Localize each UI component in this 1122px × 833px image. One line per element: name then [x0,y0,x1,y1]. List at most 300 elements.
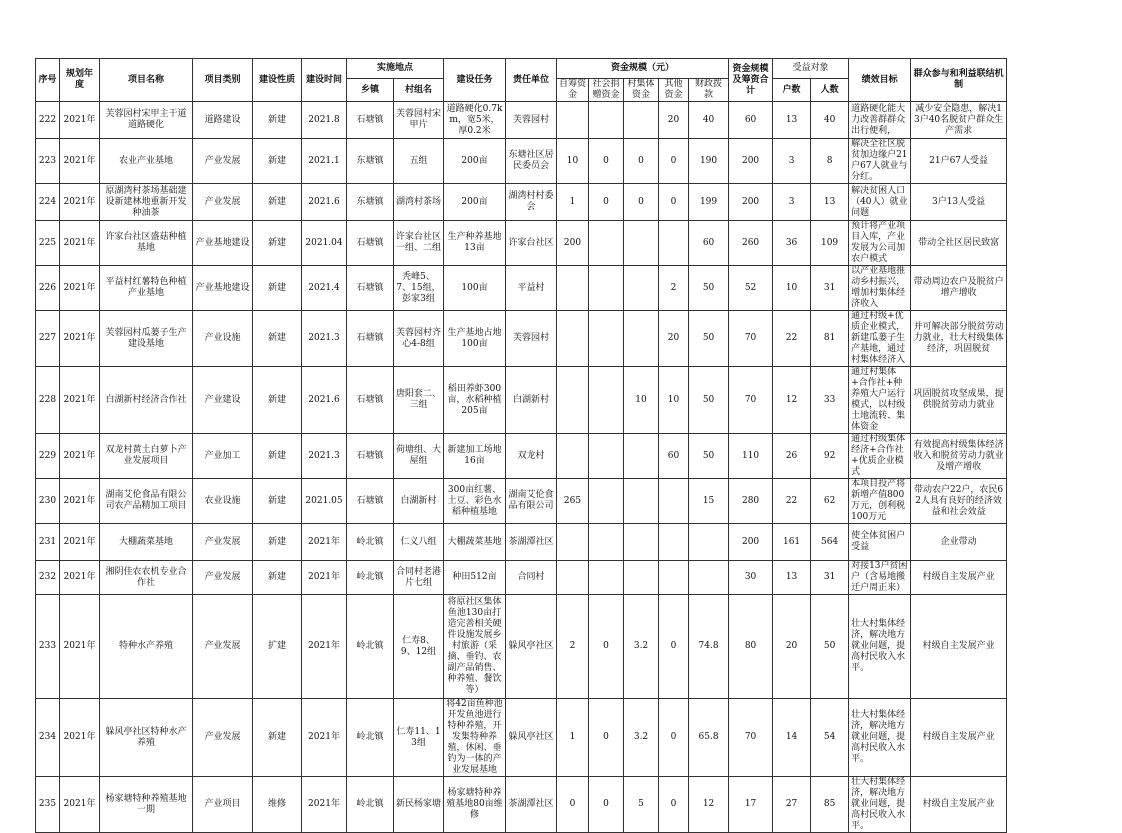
cell-task: 将原社区集体鱼池130亩打造完善相关硬件设施发展乡村旅游（采摘、垂钓、农副产品销售、种养殖、餐饮等） [444,595,506,699]
cell-self: 1 [557,184,589,221]
cell-persons: 50 [811,595,849,699]
cell-village: 湖湾村茶场 [394,184,444,221]
cell-unit: 湖湾村村委会 [506,184,557,221]
cell-social [589,561,624,595]
cell-seq: 224 [36,184,60,221]
cell-town: 岭北镇 [347,699,394,777]
cell-year: 2021年 [60,595,100,699]
cell-name: 许家台社区盛菇种植基地 [100,221,193,266]
cell-time: 2021.3 [302,311,347,367]
cell-collective: 0 [624,184,659,221]
cell-task: 新建加工场地16亩 [444,434,506,479]
cell-village: 新民杨家塘 [394,777,444,833]
cell-persons: 8 [811,139,849,184]
cell-town: 石塘镇 [347,266,394,311]
cell-total: 260 [729,221,773,266]
cell-seq: 222 [36,102,60,139]
cell-persons: 92 [811,434,849,479]
header-total: 资金规模及筹资合计 [729,59,773,102]
cell-nature: 新建 [253,221,302,266]
cell-task: 道路硬化0.7km，宽5米，厚0.2米 [444,102,506,139]
table-row [36,524,1108,561]
cell-goal: 预计将产业项目入库，产业发展为公司加农户模式 [849,221,911,266]
header-persons: 人数 [811,79,849,102]
cell-task: 将42亩鱼种池开发鱼池进行特种养殖，开发集特种养殖，休闲、垂钓为一体的产业发展基地 [444,699,506,777]
cell-persons: 85 [811,777,849,833]
cell-name: 杨家塘特种养殖基地一期 [100,777,193,833]
table-row [36,595,1108,699]
cell-category: 产业发展 [193,184,253,221]
cell-goal: 对接13户贫困户（含易地搬迁户周正来） [849,561,911,595]
cell-nature: 新建 [253,311,302,367]
cell-mechanism: 21户67人受益 [911,139,1007,184]
cell-other: 60 [659,434,689,479]
cell-total: 110 [729,434,773,479]
cell-name: 芙蓉园村瓜蒌子生产建设基地 [100,311,193,367]
cell-goal: 壮大村集体经济，解决地方就业问题，提高村民收入水平。 [849,699,911,777]
cell-category: 产业发展 [193,699,253,777]
cell-task: 200亩 [444,184,506,221]
cell-other: 0 [659,777,689,833]
cell-category: 产业发展 [193,561,253,595]
cell-social [589,311,624,367]
cell-persons: 109 [811,221,849,266]
cell-households: 3 [773,184,811,221]
cell-mechanism: 带动农户22户，农民62人具有良好的经济效益和社会效益 [911,479,1007,524]
cell-unit: 东塘社区居民委员会 [506,139,557,184]
cell-name: 白湖新村经济合作社 [100,367,193,434]
cell-goal: 道路硬化能大力改善群群众出行便利， [849,102,911,139]
cell-social: 0 [589,699,624,777]
cell-fiscal: 50 [689,266,729,311]
cell-town: 石塘镇 [347,311,394,367]
cell-other: 10 [659,367,689,434]
cell-seq: 225 [36,221,60,266]
cell-name: 芙蓉园村宋甲主干道道路硬化 [100,102,193,139]
cell-village: 唐阳套二、三组 [394,367,444,434]
cell-other: 20 [659,102,689,139]
cell-year: 2021年 [60,777,100,833]
cell-time: 2021年 [302,524,347,561]
cell-seq: 233 [36,595,60,699]
cell-households: 12 [773,367,811,434]
cell-town: 石塘镇 [347,102,394,139]
cell-year: 2021年 [60,102,100,139]
cell-name: 湖南艾伦食品有限公司农产品精加工项目 [100,479,193,524]
cell-name: 躲风亭社区特种水产养殖 [100,699,193,777]
cell-persons: 13 [811,184,849,221]
cell-fiscal: 199 [689,184,729,221]
cell-nature: 新建 [253,102,302,139]
cell-self [557,434,589,479]
cell-collective: 3.2 [624,699,659,777]
cell-self [557,367,589,434]
cell-households: 27 [773,777,811,833]
cell-task: 种田512亩 [444,561,506,595]
cell-households: 10 [773,266,811,311]
cell-seq: 229 [36,434,60,479]
cell-total: 80 [729,595,773,699]
cell-self [557,102,589,139]
cell-fiscal: 12 [689,777,729,833]
cell-year: 2021年 [60,434,100,479]
project-table [35,58,1108,833]
cell-goal: 壮大村集体经济，解决地方就业问题，提高村民收入水平。 [849,595,911,699]
cell-town: 石塘镇 [347,367,394,434]
cell-town: 岭北镇 [347,524,394,561]
cell-time: 2021.05 [302,479,347,524]
cell-mechanism: 带动全社区居民致富 [911,221,1007,266]
header-households: 户数 [773,79,811,102]
cell-persons: 31 [811,266,849,311]
cell-year: 2021年 [60,561,100,595]
cell-village: 芙蓉园村宋甲片 [394,102,444,139]
cell-town: 石塘镇 [347,221,394,266]
cell-unit: 躲风亭社区 [506,595,557,699]
cell-village: 仁义八组 [394,524,444,561]
header-self: 自筹资金 [557,79,589,102]
cell-unit: 许家台社区 [506,221,557,266]
header-nature: 建设性质 [253,59,302,102]
cell-social: 0 [589,595,624,699]
cell-time: 2021年 [302,699,347,777]
cell-time: 2021.6 [302,184,347,221]
cell-total: 17 [729,777,773,833]
cell-collective [624,266,659,311]
cell-other: 0 [659,595,689,699]
cell-total: 60 [729,102,773,139]
cell-village: 秃峰5、7、15组，彭家3组 [394,266,444,311]
header-fiscal: 财政拨款 [689,79,729,102]
cell-self: 2 [557,595,589,699]
cell-social [589,367,624,434]
cell-fiscal: 65.8 [689,699,729,777]
cell-self: 0 [557,777,589,833]
cell-total: 70 [729,367,773,434]
cell-goal: 使全体贫困户受益 [849,524,911,561]
cell-time: 2021年 [302,561,347,595]
cell-total: 280 [729,479,773,524]
cell-seq: 235 [36,777,60,833]
table-row [36,434,1108,479]
cell-unit: 平益村 [506,266,557,311]
cell-fiscal: 50 [689,434,729,479]
cell-fiscal: 15 [689,479,729,524]
header-beneficiary: 受益对象 [773,59,849,79]
cell-self: 200 [557,221,589,266]
cell-village: 芙蓉园村齐心4-8组 [394,311,444,367]
cell-name: 特种水产养殖 [100,595,193,699]
cell-households: 14 [773,699,811,777]
table-row [36,221,1108,266]
cell-task: 杨家塘特种养殖基地80亩维修 [444,777,506,833]
cell-self [557,311,589,367]
cell-year: 2021年 [60,221,100,266]
cell-year: 2021年 [60,139,100,184]
cell-village: 仁寿8、9、12组 [394,595,444,699]
cell-self [557,266,589,311]
cell-time: 2021.8 [302,102,347,139]
cell-households: 22 [773,479,811,524]
cell-collective [624,561,659,595]
header-village: 村组名 [394,79,444,102]
cell-seq: 230 [36,479,60,524]
cell-goal: 壮大村集体经济，解决地方就业问题，提高村民收入水平。 [849,777,911,833]
cell-village: 仁寿11、13组 [394,699,444,777]
cell-time: 2021年 [302,595,347,699]
cell-fiscal: 40 [689,102,729,139]
cell-other: 2 [659,266,689,311]
cell-mechanism: 村级自主发展产业 [911,595,1007,699]
cell-total: 30 [729,561,773,595]
header-location: 实施地点 [347,59,444,79]
cell-seq: 232 [36,561,60,595]
cell-town: 岭北镇 [347,561,394,595]
cell-village: 白湖新村 [394,479,444,524]
table-row [36,479,1108,524]
cell-unit: 茶湖潭社区 [506,777,557,833]
cell-nature: 扩建 [253,595,302,699]
cell-households: 13 [773,102,811,139]
cell-persons: 54 [811,699,849,777]
cell-social: 0 [589,139,624,184]
header-time: 建设时间 [302,59,347,102]
header-task: 建设任务 [444,59,506,102]
cell-self: 1 [557,699,589,777]
cell-task: 生产基地占地100亩 [444,311,506,367]
cell-self [557,524,589,561]
cell-social: 0 [589,777,624,833]
cell-total: 200 [729,184,773,221]
cell-other [659,221,689,266]
cell-social [589,479,624,524]
cell-seq: 227 [36,311,60,367]
cell-time: 2021.4 [302,266,347,311]
header-name: 项目名称 [100,59,193,102]
cell-task: 300亩红薯、土豆、彩色水稻种植基地 [444,479,506,524]
cell-social [589,102,624,139]
cell-collective [624,102,659,139]
cell-task: 大棚蔬菜基地 [444,524,506,561]
cell-name: 原湖湾村茶场基础建设新建林地重新开发种油茶 [100,184,193,221]
cell-persons: 564 [811,524,849,561]
cell-collective [624,524,659,561]
cell-town: 东塘镇 [347,184,394,221]
cell-households: 13 [773,561,811,595]
cell-year: 2021年 [60,266,100,311]
cell-other [659,479,689,524]
cell-social [589,221,624,266]
cell-self: 265 [557,479,589,524]
cell-name: 大棚蔬菜基地 [100,524,193,561]
cell-unit: 芙蓉园村 [506,102,557,139]
cell-goal: 通过村级+优质企业模式，新建瓜蒌子生产基地，通过村集体经济入 [849,311,911,367]
cell-mechanism: 巩固脱贫攻坚成果，提供脱贫劳动力就业 [911,367,1007,434]
cell-goal: 解决贫困人口（40人）就业问题 [849,184,911,221]
cell-unit: 合同村 [506,561,557,595]
cell-mechanism: 带动周边农户及脱贫户增产增收 [911,266,1007,311]
cell-total: 200 [729,524,773,561]
cell-nature: 新建 [253,434,302,479]
cell-nature: 维修 [253,777,302,833]
cell-mechanism: 企业带动 [911,524,1007,561]
cell-other: 0 [659,184,689,221]
cell-unit: 躲风亭社区 [506,699,557,777]
header-social: 社会捐赠资金 [589,79,624,102]
table-row [36,311,1108,367]
cell-total: 70 [729,699,773,777]
cell-other [659,561,689,595]
cell-seq: 231 [36,524,60,561]
cell-nature: 新建 [253,561,302,595]
cell-task: 100亩 [444,266,506,311]
header-collective: 村集体资金 [624,79,659,102]
cell-mechanism: 有效提高村级集体经济收入和脱贫劳动力就业及增产增收 [911,434,1007,479]
cell-nature: 新建 [253,524,302,561]
cell-total: 70 [729,311,773,367]
cell-total: 52 [729,266,773,311]
cell-collective: 5 [624,777,659,833]
cell-time: 2021.04 [302,221,347,266]
cell-collective [624,479,659,524]
cell-persons: 33 [811,367,849,434]
cell-nature: 新建 [253,479,302,524]
cell-category: 产业项目 [193,777,253,833]
cell-mechanism: 村级自主发展产业 [911,777,1007,833]
cell-households: 22 [773,311,811,367]
cell-category: 产业发展 [193,595,253,699]
table-row [36,102,1108,139]
cell-total: 200 [729,139,773,184]
cell-mechanism: 减少安全隐患，解决13户40名脱贫户群众生产需求 [911,102,1007,139]
cell-nature: 新建 [253,139,302,184]
cell-time: 2021.3 [302,434,347,479]
cell-other: 20 [659,311,689,367]
cell-collective: 0 [624,139,659,184]
cell-collective: 3.2 [624,595,659,699]
cell-unit: 茶湖潭社区 [506,524,557,561]
cell-name: 平益村红薯特色种植产业基地 [100,266,193,311]
cell-year: 2021年 [60,311,100,367]
cell-year: 2021年 [60,479,100,524]
cell-task: 稻田养虾300亩，水稻种植205亩 [444,367,506,434]
cell-time: 2021.1 [302,139,347,184]
cell-year: 2021年 [60,367,100,434]
header-seq: 序号 [36,59,60,102]
cell-fiscal [689,524,729,561]
header-year: 规划年度 [60,59,100,102]
cell-village: 荷塘组、大屋组 [394,434,444,479]
cell-households: 26 [773,434,811,479]
cell-town: 东塘镇 [347,139,394,184]
cell-village: 五组 [394,139,444,184]
table-row [36,699,1108,777]
cell-village: 合同村老港片七组 [394,561,444,595]
table-row [36,139,1108,184]
header-other: 其他资金 [659,79,689,102]
cell-year: 2021年 [60,524,100,561]
cell-unit: 芙蓉园村 [506,311,557,367]
cell-households: 20 [773,595,811,699]
cell-fiscal: 190 [689,139,729,184]
cell-nature: 新建 [253,266,302,311]
table-row [36,266,1108,311]
cell-time: 2021年 [302,777,347,833]
cell-seq: 223 [36,139,60,184]
cell-category: 道路建设 [193,102,253,139]
cell-self [557,561,589,595]
cell-nature: 新建 [253,184,302,221]
cell-goal: 通过村集体+合作社+种养殖大户运行模式，以村级土地流转、集体资金 [849,367,911,434]
header-funds: 资金规模（元） [557,59,729,79]
cell-unit: 白湖新村 [506,367,557,434]
cell-nature: 新建 [253,367,302,434]
cell-town: 石塘镇 [347,479,394,524]
cell-mechanism: 并可解决部分脱贫劳动力就业，壮大村级集体经济，巩固脱贫 [911,311,1007,367]
cell-category: 产业建设 [193,367,253,434]
cell-name: 农业产业基地 [100,139,193,184]
cell-social [589,266,624,311]
cell-households: 36 [773,221,811,266]
cell-category: 产业基地建设 [193,266,253,311]
cell-collective [624,434,659,479]
cell-task: 200亩 [444,139,506,184]
cell-fiscal: 50 [689,367,729,434]
cell-year: 2021年 [60,699,100,777]
cell-task: 生产种养基地13亩 [444,221,506,266]
cell-collective [624,311,659,367]
cell-name: 双龙村黄土白萝卜产业发展项目 [100,434,193,479]
table-row [36,561,1108,595]
cell-other [659,524,689,561]
cell-unit: 双龙村 [506,434,557,479]
cell-town: 石塘镇 [347,434,394,479]
cell-social: 0 [589,184,624,221]
cell-year: 2021年 [60,184,100,221]
cell-category: 产业发展 [193,524,253,561]
cell-category: 产业加工 [193,434,253,479]
header-town: 乡镇 [347,79,394,102]
cell-persons: 62 [811,479,849,524]
cell-other: 0 [659,699,689,777]
cell-households: 3 [773,139,811,184]
cell-persons: 31 [811,561,849,595]
cell-unit: 湖南艾伦食品有限公司 [506,479,557,524]
header-mechanism: 群众参与和利益联结机制 [911,59,1007,102]
cell-social [589,524,624,561]
cell-mechanism: 村级自主发展产业 [911,561,1007,595]
cell-name: 湘阴佳农农机专业合作社 [100,561,193,595]
header-unit: 责任单位 [506,59,557,102]
table-row [36,184,1108,221]
cell-nature: 新建 [253,699,302,777]
cell-households: 161 [773,524,811,561]
cell-social [589,434,624,479]
cell-category: 农业设施 [193,479,253,524]
cell-fiscal: 60 [689,221,729,266]
cell-seq: 234 [36,699,60,777]
cell-seq: 226 [36,266,60,311]
cell-goal: 解决全社区脱贫加边缘户21户67人就业与分红。 [849,139,911,184]
cell-other: 0 [659,139,689,184]
header-category: 项目类别 [193,59,253,102]
cell-collective: 10 [624,367,659,434]
cell-category: 产业基地建设 [193,221,253,266]
cell-town: 岭北镇 [347,777,394,833]
cell-mechanism: 3户13人受益 [911,184,1007,221]
cell-self: 10 [557,139,589,184]
table-row [36,367,1108,434]
